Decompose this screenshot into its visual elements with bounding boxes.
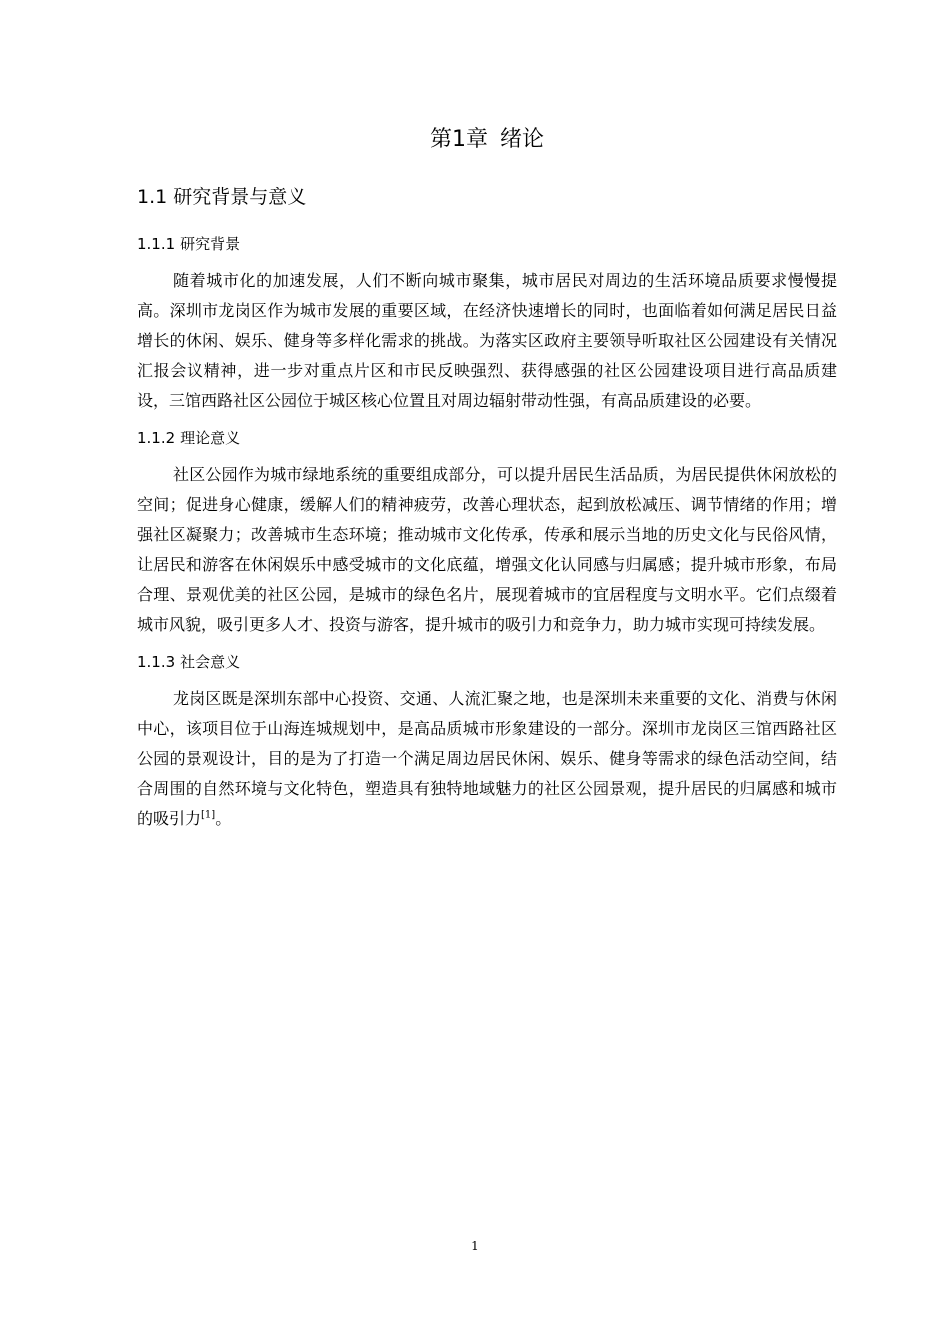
- subsection-number: 1.1.2: [137, 429, 176, 447]
- paragraph-theory: 社区公园作为城市绿地系统的重要组成部分，可以提升居民生活品质，为居民提供休闲放松的空间；促进身心健康，缓解人们的精神疲劳，改善心理状态，起到放松减压、调节情绪的作用；增强社区凝聚力；改善城市生态环境；推动城市文化传承，传承和展示当地的历史文化与民俗风情，让居民和游客在休闲娱乐中感受城市的文化底蕴，增强文化认同感与归属感；提升城市形象，布局合理、景观优美的社区公园，是城市的绿色名片，展现着城市的宜居程度与文明水平。它们点缀着城市风貌，吸引更多人才、投资与游客，提升城市的吸引力和竞争力，助力城市实现可持续发展。: [137, 465, 837, 634]
- paragraph-social-end: 。: [215, 809, 232, 828]
- page-number: 1: [471, 1239, 479, 1253]
- chapter-title: [137, 120, 837, 160]
- section-number: 1.1: [137, 186, 168, 208]
- paragraph-social: [137, 684, 837, 834]
- subsection-title: 社会意义: [180, 653, 241, 671]
- subsection-heading-background: [137, 232, 837, 256]
- paragraph-social-text: 龙岗区既是深圳东部中心投资、交通、人流汇聚之地，也是深圳未来重要的文化、消费与休闲中心，该项目位于山海连城规划中，是高品质城市形象建设的一部分。深圳市龙岗区三馆西路社区公园的景观设计，目的是为了打造一个满足周边居民休闲、娱乐、健身等需求的绿色活动空间，结合周围的自然环境与文化特色，塑造具有独特地域魅力的社区公园景观，提升居民的归属感和城市的吸引力: [137, 689, 837, 828]
- paragraph-background: 随着城市化的加速发展，人们不断向城市聚集，城市居民对周边的生活环境品质要求慢慢提高。深圳市龙岗区作为城市发展的重要区域，在经济快速增长的同时，也面临着如何满足居民日益增长的休闲、娱乐、健身等多样化需求的挑战。为落实区政府主要领导听取社区公园建设有关情况汇报会议精神，进一步对重点片区和市民反映强烈、获得感强的社区公园建设项目进行高品质建设，三馆西路社区公园位于城区核心位置且对周边辐射带动性强，有高品质建设的必要。: [137, 271, 837, 410]
- citation-reference[interactable]: [1]: [201, 809, 216, 821]
- subsection-number: 1.1.3: [137, 653, 176, 671]
- chapter-title-text: 绪论: [499, 127, 544, 152]
- page-content: [137, 120, 837, 844]
- subsection-heading-theory: [137, 426, 837, 450]
- subsection-heading-social: [137, 650, 837, 674]
- subsection-number: 1.1.1: [137, 235, 176, 253]
- section-title: 研究背景与意义: [173, 186, 307, 208]
- subsection-title: 理论意义: [180, 429, 241, 447]
- section-heading: [137, 182, 837, 212]
- subsection-title: 研究背景: [180, 235, 241, 253]
- chapter-number: 第1章: [429, 127, 488, 152]
